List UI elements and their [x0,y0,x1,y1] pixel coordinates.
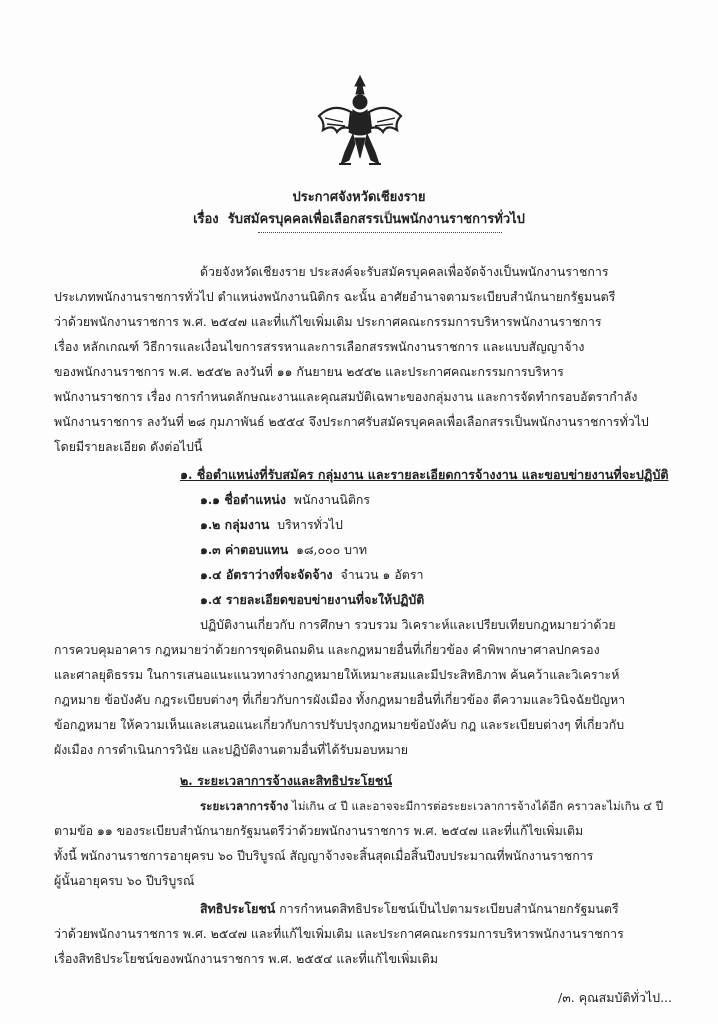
benefits-line: เรื่องสิทธิประโยชน์ของพนักงานราชการ พ.ศ. ๒๕๕๔ และที่แก้ไขเพิ่มเติม [54,951,439,966]
continuation-note: /๓. คุณสมบัติทั่วไป... [558,990,672,1005]
duty-line: และศาลยุติธรรม ในการเสนอแนะแนวทางร่างกฎหมายให้เหมาะสมและมีประสิทธิภาพ ค้นคว้าและวิเคราะห์ [54,667,620,682]
intro-line: ด้วยจังหวัดเชียงราย ประสงค์จะรับสมัครบุคคลเพื่อจัดจ้างเป็นพนักงานราชการ [200,264,609,279]
benefits-line: ว่าด้วยพนักงานราชการ พ.ศ. ๒๕๔๗ และที่แก้ไขเพิ่มเติม และประกาศคณะกรรมการบริหารพนักงานราชการ [54,926,624,941]
benefits-text: การกำหนดสิทธิประโยชน์เป็นไปตามระเบียบสำนักนายกรัฐมนตรี [279,901,619,916]
announcement-title: ประกาศจังหวัดเชียงราย [292,190,426,205]
item-salary-value: ๑๘,๐๐๐ บาท [296,542,368,557]
duty-line: ปฏิบัติงานเกี่ยวกับ การศึกษา รวบรวม วิเคราะห์และเปรียบเทียบกฎหมายว่าด้วย [200,617,616,632]
benefits-first-line [200,900,619,918]
intro-line: พนักงานราชการ เรื่อง การกำหนดลักษณะงานและคุณสมบัติเฉพาะของกลุ่มงาน และการจัดทำกรอบอัตรากำลัง [54,389,638,404]
employment-period-label: ระยะเวลาการจ้าง [200,799,289,813]
item-position-value: พนักงานนิติกร [293,492,371,507]
section-2-heading: ๒. ระยะเวลาการจ้างและสิทธิประโยชน์ [180,773,393,788]
employment-period-text: ไม่เกิน ๔ ปี และอาจจะมีการต่อระยะเวลาการจ้างได้อีก คราวละไม่เกิน ๔ ปี [291,799,664,813]
employment-period-line: ทั้งนี้ พนักงานราชการอายุครบ ๖๐ ปีบริบูรณ์ สัญญาจ้างจะสิ้นสุดเมื่อสิ้นปีงบประมาณที่พนักงานราชการ [54,848,594,863]
duty-line: ผังเมือง การดำเนินการวินัย และปฏิบัติงานตามอื่นที่ได้รับมอบหมาย [54,742,409,757]
intro-line: พนักงานราชการ ลงวันที่ ๒๘ กุมภาพันธ์ ๒๕๕๔ จึงประกาศรับสมัครบุคคลเพื่อเลือกสรรเป็นพนักงานราชการทั่วไป [54,414,649,429]
item-salary-label: ๑.๓ ค่าตอบแทน [200,542,289,557]
item-group-label: ๑.๒ กลุ่มงาน [200,517,270,532]
item-scope-label: ๑.๕ รายละเอียดขอบข่ายงานที่จะให้ปฏิบัติ [200,592,425,607]
item-position [200,491,370,509]
item-position-label: ๑.๑ ชื่อตำแหน่ง [200,492,286,507]
benefits-label: สิทธิประโยชน์ [200,901,276,916]
intro-line: โดยมีรายละเอียด ดังต่อไปนี้ [54,439,203,454]
employment-period-line: ผู้นั้นอายุครบ ๖๐ ปีบริบูรณ์ [54,873,195,888]
garuda-emblem-icon [315,72,405,168]
intro-line: ประเภทพนักงานราชการทั่วไป ตำแหน่งพนักงานนิติกร ฉะนั้น อาศัยอำนาจตามระเบียบสำนักนายกรัฐมนตรี [54,289,616,304]
announcement-subject [0,208,718,229]
duty-line: ข้อกฎหมาย ให้ความเห็นและเสนอแนะเกี่ยวกับการปรับปรุงกฎหมายข้อบังคับ กฎ และระเบียบต่างๆ ที่เกี่ยวกับ [54,717,625,732]
section-1-heading: ๑. ชื่อตำแหน่งที่รับสมัคร กลุ่มงาน และรายละเอียดการจ้างงาน และขอบข่ายงานที่จะปฏิบัติ [180,467,669,482]
item-vacancy-value: จำนวน ๑ อัตรา [340,567,424,582]
item-vacancy [200,566,423,584]
title-divider [258,232,502,233]
intro-line: เรื่อง หลักเกณฑ์ วิธีการและเงื่อนไขการสรรหาและการเลือกสรรพนักงานราชการ และแบบสัญญาจ้าง [54,339,585,354]
intro-line: ของพนักงานราชการ พ.ศ. ๒๕๕๒ ลงวันที่ ๑๑ กันยายน ๒๕๕๒ และประกาศคณะกรรมการบริหาร [54,364,564,379]
intro-line: ว่าด้วยพนักงานราชการ พ.ศ. ๒๕๔๗ และที่แก้ไขเพิ่มเติม ประกาศคณะกรรมการบริหารพนักงานราชการ [54,314,602,329]
employment-period-line: ตามข้อ ๑๑ ของระเบียบสำนักนายกรัฐมนตรีว่าด้วยพนักงานราชการ พ.ศ. ๒๕๔๗ และที่แก้ไขเพิ่มเติม [54,823,584,838]
item-salary [200,541,367,559]
duty-line: กฎหมาย ข้อบังคับ กฎระเบียบต่างๆ ที่เกี่ยวกับการผังเมือง ทั้งกฎหมายอื่นที่เกี่ยวข้อง ตีความและวินิจฉัยปัญหา [54,692,626,707]
subject-prefix: เรื่อง [193,212,219,227]
item-group-value: บริหารทั่วไป [277,517,343,532]
item-vacancy-label: ๑.๔ อัตราว่างที่จะจัดจ้าง [200,567,333,582]
duty-line: การควบคุมอาคาร กฎหมายว่าด้วยการขุดดินถมดิน และกฎหมายอื่นที่เกี่ยวข้อง คำพิพากษาศาลปกครอง [54,642,600,657]
item-group [200,516,343,534]
employment-period-first-line [200,797,663,815]
subject-text: รับสมัครบุคคลเพื่อเลือกสรรเป็นพนักงานราชการทั่วไป [227,212,525,227]
